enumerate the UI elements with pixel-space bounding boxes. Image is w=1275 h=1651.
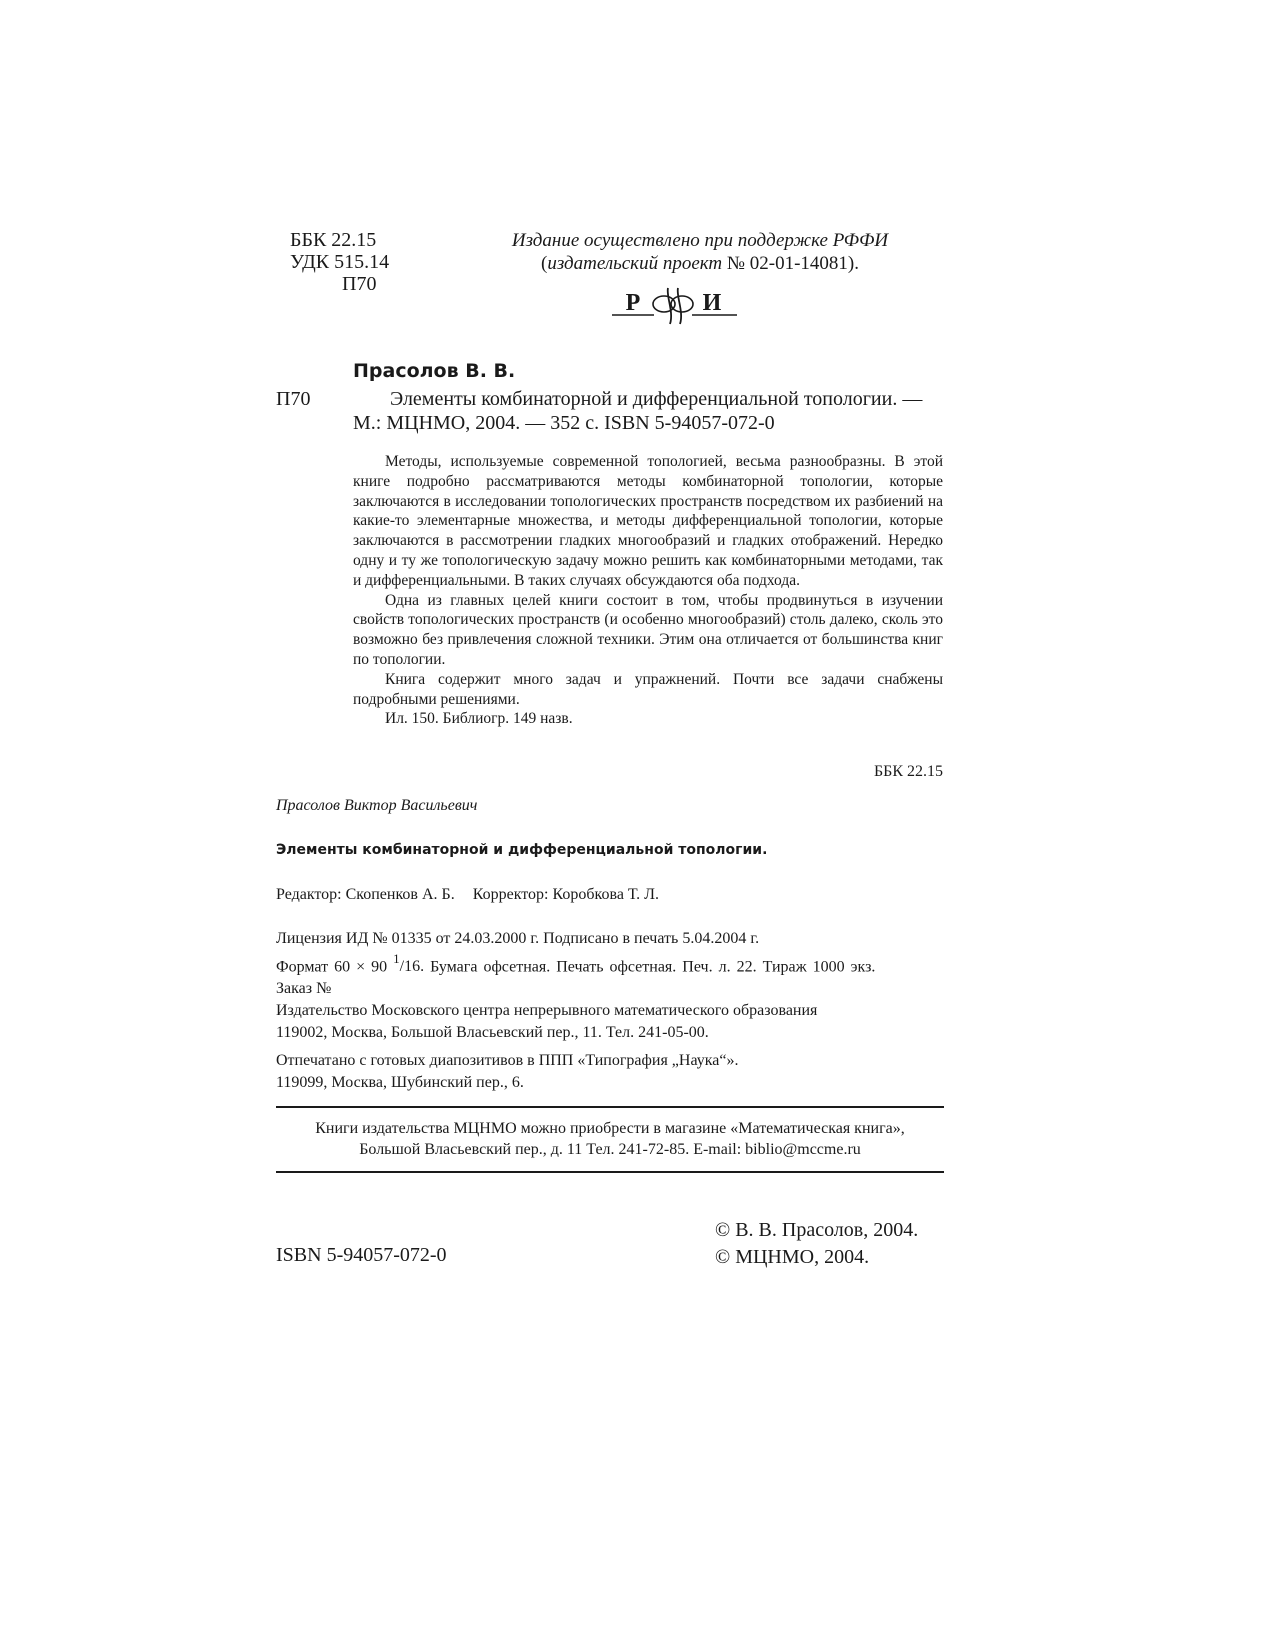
record-code: П70 — [276, 388, 311, 410]
format-details: Бумага офсетная. Печать офсетная. Печ. л. 22. Тираж 1000 экз. — [424, 958, 876, 976]
rffi-logo-right: И — [702, 290, 722, 316]
bbk-code-bottom: ББК 22.15 — [873, 763, 943, 780]
udk-code: УДК 515.14 — [290, 251, 390, 273]
publisher-block — [276, 1000, 817, 1044]
printer-name: Отпечатано с готовых диапозитивов в ППП «Типография „Наука“». — [276, 1052, 739, 1069]
license-line: Лицензия ИД № 01335 от 24.03.2000 г. Подписано в печать 5.04.2004 г. — [276, 930, 760, 947]
support-note — [440, 229, 960, 275]
author-mark-code: П70 — [342, 273, 377, 295]
editor-name: Редактор: Скопенков А. Б. — [276, 886, 455, 903]
format-fraction — [393, 951, 425, 976]
abstract-paragraph-4: Ил. 150. Библиогр. 149 назв. — [385, 710, 573, 728]
bookshop-line-2: Большой Власьевский пер., д. 11 Тел. 241-72-85. E-mail: biblio@mccme.ru — [359, 1141, 861, 1158]
format-prefix: Формат 60 × 90 — [276, 958, 394, 976]
editors-line — [276, 886, 659, 904]
abstract-paragraph-1: Методы, используемые современной топологией, весьма разнообразны. В этой книге подробно рассматриваются методы комбинаторной топологии, которые заключаются в исследовании топологических пространств посредством их разбиений на какие-то элементарные множества, и методы дифференциальной топологии, которые заключаются в рассмотрении гладких многообразий и гладких отображений. Нередко одну и ту же топологическую задачу можно решить как комбинаторными методами, так и дифференциальными. В таких случаях обсуждаются оба подхода. — [353, 453, 943, 589]
divider-bottom — [276, 1171, 944, 1173]
copyright-author: © В. В. Прасолов, 2004. — [715, 1219, 919, 1241]
copyright-block — [715, 1217, 918, 1271]
abstract-paragraph-2: Одна из главных целей книги состоит в том, чтобы продвинуться в изучении свойств топологических пространств (и особенно многообразий) столь далеко, сколь это возможно без привлечения сложной техники. Этим она отличается от большинства книг по топологии. — [353, 591, 943, 668]
support-project-label: издательский проект — [547, 253, 723, 274]
record-title-line: Элементы комбинаторной и дифференциальной топологии. — — [390, 388, 923, 410]
format-line — [276, 950, 944, 978]
bookshop-line-1: Книги издательства МЦНМО можно приобрести в магазине «Математическая книга», — [315, 1120, 905, 1137]
publisher-address: 119002, Москва, Большой Власьевский пер., 11. Тел. 241-05-00. — [276, 1024, 709, 1041]
record-author: Прасолов В. В. — [353, 360, 516, 382]
corrector-name: Корректор: Коробкова Т. Л. — [472, 886, 659, 903]
rffi-logo-center: ФФ — [673, 326, 675, 327]
format-fraction-numerator: 1 — [393, 951, 400, 966]
support-paren: ( — [541, 253, 548, 274]
support-line-2 — [440, 252, 960, 275]
support-line-1: Издание осуществлено при поддержке РФФИ — [511, 230, 889, 251]
support-project-number: № 02-01-14081). — [722, 253, 859, 274]
rffi-logo-left: Р — [625, 290, 641, 316]
divider-top — [276, 1106, 944, 1108]
bookshop-note — [276, 1118, 944, 1160]
isbn: ISBN 5-94057-072-0 — [276, 1244, 447, 1266]
license-block — [276, 928, 944, 1000]
order-line: Заказ № — [276, 980, 332, 998]
book-title: Элементы комбинаторной и дифференциальной топологии. — [276, 842, 768, 858]
abstract — [353, 452, 943, 729]
bbk-code: ББК 22.15 — [290, 229, 377, 251]
rffi-logo — [612, 286, 737, 326]
abstract-paragraph-3: Книга содержит много задач и упражнений. Почти все задачи снабжены подробными решениями. — [353, 670, 943, 708]
publisher-name: Издательство Московского центра непрерывного математического образования — [276, 1002, 818, 1019]
author-full-name: Прасолов Виктор Васильевич — [276, 797, 478, 814]
classification-block — [290, 229, 389, 295]
format-fraction-denominator: /16. — [399, 958, 425, 976]
record-publication-line: М.: МЦНМО, 2004. — 352 с. ISBN 5-94057-072-0 — [353, 412, 775, 434]
printer-block — [276, 1050, 738, 1094]
copyright-publisher: © МЦНМО, 2004. — [715, 1246, 870, 1268]
printer-address: 119099, Москва, Шубинский пер., 6. — [276, 1074, 524, 1091]
